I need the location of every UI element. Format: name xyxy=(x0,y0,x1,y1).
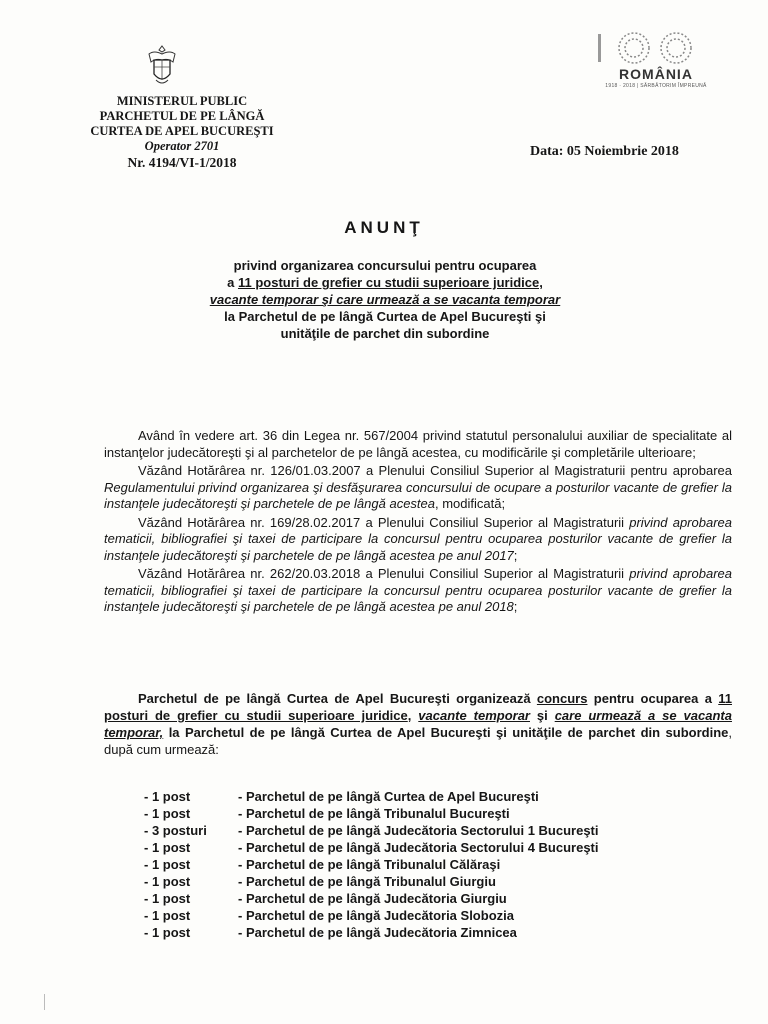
post-unit: - Parchetul de pe lângă Judecătoria Giurgiu xyxy=(238,890,724,907)
announcement-paragraph xyxy=(104,690,732,758)
post-count: - 1 post xyxy=(144,908,191,923)
document-subtitle xyxy=(150,257,620,342)
list-item xyxy=(144,856,724,873)
post-unit: - Parchetul de pe lângă Judecătoria Sectorului 1 Bucureşti xyxy=(238,822,724,839)
paragraph-law: Având în vedere art. 36 din Legea nr. 567/2004 privind statutul personalului auxiliar de specialitate al instanţelor judecătoreşti şi al parchetelor de pe lângă acestea, cu modificările şi completările ulterioare; xyxy=(104,428,732,460)
p3-italic: privind aprobarea tematicii, bibliografiei şi taxei de participare la concursul pentru ocuparea posturilor vacante de grefier la instanţele judecătoreşti şi parchetele de pe lângă acestea pe anul 2017 xyxy=(104,514,732,563)
post-count: - 1 post xyxy=(144,806,191,821)
subtitle-line-5: unităţile de parchet din subordine xyxy=(280,326,490,341)
court-name: CURTEA DE APEL BUCUREŞTI xyxy=(90,124,274,138)
post-unit: - Parchetul de pe lângă Tribunalul Călăraşi xyxy=(238,856,724,873)
subtitle-posts: 11 posturi de grefier cu studii superioare juridice, xyxy=(237,275,543,290)
registration-number: Nr. 4194/VI-1/2018 xyxy=(127,155,237,170)
operator-number: Operator 2701 xyxy=(144,139,220,153)
paragraph-decision-2007 xyxy=(104,463,732,513)
subtitle-line-1: privind organizarea concursului pentru ocuparea xyxy=(233,258,537,273)
p2-suffix: , modificată; xyxy=(435,496,506,511)
list-item xyxy=(144,839,724,856)
post-count: - 1 post xyxy=(144,925,191,940)
post-count: - 3 posturi xyxy=(144,823,207,838)
announce-vacante: vacante temporar xyxy=(418,708,530,723)
post-count: - 1 post xyxy=(144,840,191,855)
institution-header xyxy=(84,94,280,172)
announce-comma: , xyxy=(407,708,412,723)
p4-prefix: Văzând Hotărârea nr. 262/20.03.2018 a Plenului Consiliul Superior al Magistraturii xyxy=(138,566,630,581)
post-unit: - Parchetul de pe lângă Tribunalul Giurgiu xyxy=(238,873,724,890)
p4-italic: privind aprobarea tematicii, bibliografiei şi taxei de participare la concursul pentru ocuparea posturilor vacante de grefier la instanţele judecătoreşti şi parchetele de pe lângă acestea pe anul 2018 xyxy=(104,566,732,614)
p3-suffix: ; xyxy=(513,547,518,563)
list-item xyxy=(144,873,724,890)
post-unit: - Parchetul de pe lângă Judecătoria Zimnicea xyxy=(238,924,724,941)
paragraph-decision-2018 xyxy=(104,566,732,616)
announce-care: care urmează a se vacanta temporar, xyxy=(104,708,732,740)
p2-prefix: Văzând Hotărârea nr. 126/01.03.2007 a Plenului Consiliul Superior al Magistraturii pentru aprobarea xyxy=(138,463,732,478)
post-count: - 1 post xyxy=(144,874,191,889)
subtitle-line-4: la Parchetul de pe lângă Curtea de Apel Bucureşti şi xyxy=(224,309,546,324)
post-count: - 1 post xyxy=(144,857,191,872)
romanian-coat-of-arms-icon xyxy=(146,44,178,88)
subtitle-line-2-prefix: a xyxy=(227,275,238,290)
scan-mark xyxy=(44,994,45,1010)
p3-prefix: Văzând Hotărârea nr. 169/28.02.2017 a Plenului Consiliul Superior al Magistraturii xyxy=(138,514,630,530)
post-count: - 1 post xyxy=(144,891,191,906)
posts-list xyxy=(144,788,724,941)
romania-centenary-logo xyxy=(592,30,720,94)
announce-posts: 11 posturi de grefier cu studii superioare juridice xyxy=(104,691,732,723)
announce-part-1: Parchetul de pe lângă Curtea de Apel Bucureşti organizează xyxy=(138,691,537,706)
document-date: Data: 05 Noiembrie 2018 xyxy=(530,144,679,159)
post-unit: - Parchetul de pe lângă Judecătoria Slobozia xyxy=(238,907,724,924)
office-name: PARCHETUL DE PE LÂNGĂ xyxy=(99,109,265,123)
list-item xyxy=(144,805,724,822)
legal-basis xyxy=(104,428,732,618)
post-unit: - Parchetul de pe lângă Curtea de Apel Bucureşti xyxy=(238,788,724,805)
post-unit: - Parchetul de pe lângă Tribunalul Bucureşti xyxy=(238,805,724,822)
list-item xyxy=(144,907,724,924)
announce-concurs: concurs xyxy=(536,691,588,706)
post-unit: - Parchetul de pe lângă Judecătoria Sectorului 4 Bucureşti xyxy=(238,839,724,856)
p4-suffix: ; xyxy=(513,599,518,614)
paragraph-decision-2017 xyxy=(104,515,732,565)
document-title: ANUNŢ xyxy=(344,218,424,237)
list-item xyxy=(144,788,724,805)
announce-part-3: la Parchetul de pe lângă Curtea de Apel Bucureşti şi unităţile de parchet din subordine xyxy=(163,725,729,740)
post-count: - 1 post xyxy=(144,789,191,804)
announce-part-4: , după cum urmează: xyxy=(104,725,732,757)
list-item xyxy=(144,822,724,839)
ministry-name: MINISTERUL PUBLIC xyxy=(116,94,248,108)
list-item xyxy=(144,924,724,941)
p2-italic: Regulamentului privind organizarea şi desfăşurarea concursului de ocupare a posturilor vacante de grefier la instanţele judecătoreşti şi parchetele de pe lângă acestea xyxy=(104,479,732,511)
list-item xyxy=(144,890,724,907)
announce-part-2: pentru ocuparea a xyxy=(587,691,719,706)
subtitle-line-2 xyxy=(150,274,620,291)
logo-word: ROMÂNIA xyxy=(619,66,693,82)
logo-tagline: 1918 · 2018 | SĂRBĂTORIM ÎMPREUNĂ xyxy=(605,83,707,89)
announce-si: şi xyxy=(530,708,555,723)
subtitle-line-3: vacante temporar şi care urmează a se vacanta temporar xyxy=(209,292,561,307)
